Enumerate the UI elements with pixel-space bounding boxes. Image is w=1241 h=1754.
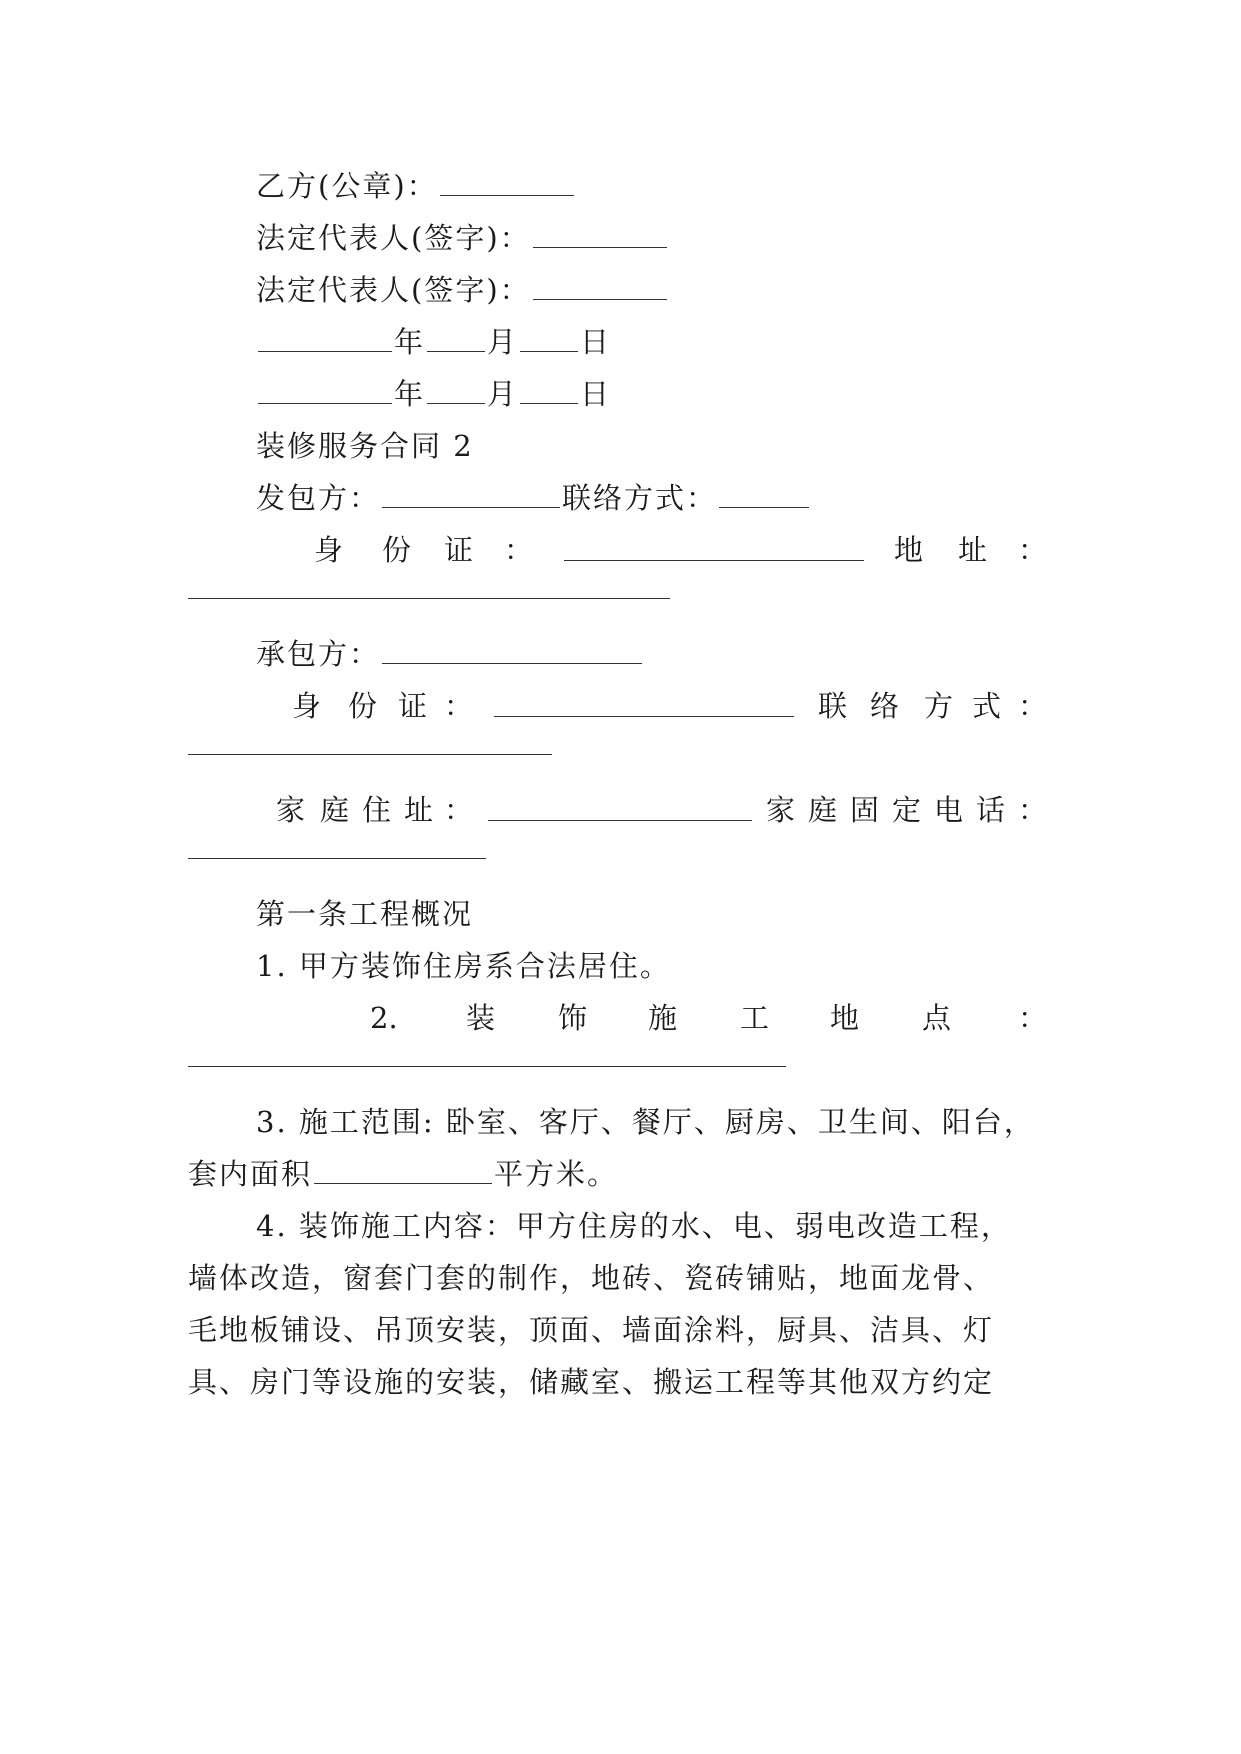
client-label: 发包方： [256, 481, 381, 515]
id-char-0: 身 [314, 533, 344, 567]
home-address-char-4: ： [444, 793, 474, 827]
item-3-area-label: 套内面积 [188, 1157, 313, 1191]
client-line [256, 478, 811, 518]
contractor-contact-blank [188, 754, 552, 755]
legal-rep-line-1 [256, 218, 669, 258]
contractor-id-char-0: 身 [292, 689, 322, 723]
id-char-1: 份 [382, 533, 412, 567]
month-label-2: 月 [487, 377, 519, 411]
home-address-char-2: 住 [362, 793, 392, 827]
contact-char-4: ： [1018, 689, 1048, 723]
home-phone-char-0: 家 [766, 793, 796, 827]
contractor-id-char-1: 份 [348, 689, 378, 723]
day-blank-2 [520, 377, 578, 404]
article-one-heading: 第一条工程概况 [256, 897, 474, 931]
home-phone-blank [188, 858, 486, 859]
contractor-line [256, 634, 644, 674]
item-3-line-1: 3. 施工范围: 卧室、客厅、餐厅、厨房、卫生间、阳台， [256, 1105, 1035, 1139]
client-id-blank [564, 560, 864, 561]
item-2-char-6: 点 [922, 1001, 952, 1035]
contractor-id-blank [494, 716, 794, 717]
legal-rep-label-2: 法定代表人(签字)： [256, 273, 531, 307]
contact-char-3: 式 [972, 689, 1002, 723]
party-b-seal-label: 乙方(公章)： [256, 169, 438, 203]
home-phone-char-4: 电 [934, 793, 964, 827]
party-b-seal-blank [440, 169, 574, 196]
item-1: 1. 甲方装饰住房系合法居住。 [256, 949, 671, 983]
contractor-id-char-3: ： [444, 689, 474, 723]
contractor-label: 承包方： [256, 637, 381, 671]
year-label-2: 年 [394, 377, 426, 411]
legal-rep-line-2 [256, 270, 669, 310]
date-line-2 [256, 374, 611, 414]
month-label-1: 月 [487, 325, 519, 359]
home-address-char-3: 址 [404, 793, 434, 827]
item-4-line-4: 具、房门等设施的安装，储藏室、搬运工程等其他双方约定 [188, 1365, 995, 1399]
month-blank-2 [427, 377, 485, 404]
day-label-1: 日 [580, 325, 612, 359]
item-2-char-7: ： [1018, 1001, 1048, 1035]
month-blank-1 [427, 325, 485, 352]
legal-rep-blank-2 [533, 273, 667, 300]
item-4-line-3: 毛地板铺设、吊顶安装，顶面、墙面涂料，厨具、洁具、灯 [188, 1313, 995, 1347]
home-address-char-1: 庭 [320, 793, 350, 827]
item-3-line-2 [188, 1154, 618, 1194]
home-address-char-0: 家 [276, 793, 306, 827]
id-char-3: ： [504, 533, 534, 567]
year-blank-2 [258, 377, 392, 404]
home-phone-char-5: 话 [976, 793, 1006, 827]
contact-char-2: 方 [924, 689, 954, 723]
item-2-char-5: 地 [830, 1001, 860, 1035]
client-contact-label: 联络方式： [562, 481, 718, 515]
client-blank [382, 481, 560, 508]
client-contact-blank [719, 481, 809, 508]
item-2-blank [188, 1066, 786, 1067]
contractor-blank [382, 637, 642, 664]
id-char-2: 证 [444, 533, 474, 567]
item-2-char-4: 工 [740, 1001, 770, 1035]
item-2-char-0: 2. [370, 1001, 398, 1035]
legal-rep-blank-1 [533, 221, 667, 248]
home-phone-char-3: 定 [892, 793, 922, 827]
home-address-blank [488, 820, 752, 821]
legal-rep-label-1: 法定代表人(签字)： [256, 221, 531, 255]
contractor-id-char-2: 证 [398, 689, 428, 723]
year-label-1: 年 [394, 325, 426, 359]
address-char-0: 地 [894, 533, 924, 567]
date-line-1 [256, 322, 611, 362]
item-3-area-unit: 平方米。 [494, 1157, 619, 1191]
item-4-line-1: 4. 装饰施工内容：甲方住房的水、电、弱电改造工程， [256, 1209, 1012, 1243]
day-label-2: 日 [580, 377, 612, 411]
contact-char-0: 联 [818, 689, 848, 723]
day-blank-1 [520, 325, 578, 352]
item-2-char-2: 饰 [558, 1001, 588, 1035]
home-phone-char-6: ： [1018, 793, 1048, 827]
party-b-seal-line [256, 166, 576, 206]
item-4-line-2: 墙体改造，窗套门套的制作，地砖、瓷砖铺贴，地面龙骨、 [188, 1261, 995, 1295]
item-2-char-1: 装 [466, 1001, 496, 1035]
address-char-2: ： [1018, 533, 1048, 567]
address-char-1: 址 [958, 533, 988, 567]
contract-title: 装修服务合同 2 [256, 429, 474, 463]
item-3-area-blank [314, 1157, 492, 1184]
item-2-char-3: 施 [648, 1001, 678, 1035]
year-blank-1 [258, 325, 392, 352]
home-phone-char-1: 庭 [808, 793, 838, 827]
contact-char-1: 络 [870, 689, 900, 723]
client-address-blank [188, 598, 670, 599]
home-phone-char-2: 固 [850, 793, 880, 827]
